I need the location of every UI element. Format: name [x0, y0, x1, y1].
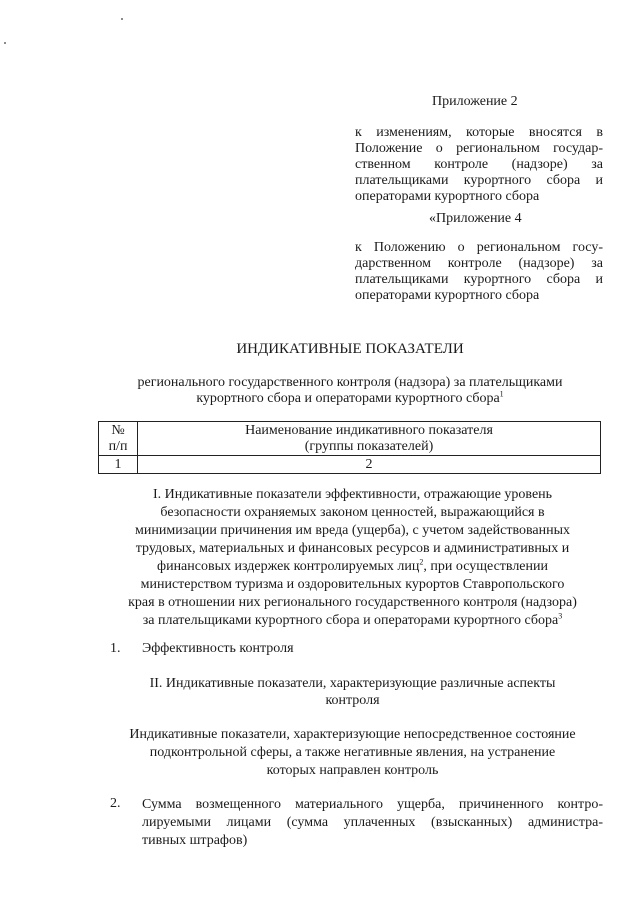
appendix-title: Приложение 2 — [432, 94, 518, 109]
appendix-ref-line: плательщиками курортного сбора и — [355, 173, 603, 188]
section-2-heading — [95, 675, 610, 709]
item-2-line: лируемыми лицами (сумма уплаченных (взысканных) администра- — [142, 815, 603, 830]
header-cell-line: (группы показателей) — [304, 438, 434, 454]
appendix-reference — [355, 125, 603, 205]
scan-speck — [4, 42, 6, 44]
section-line: I. Индикативные показатели эффективности, отражающие уровень — [152, 487, 553, 502]
section-line — [95, 558, 610, 576]
table-row — [99, 422, 601, 456]
document-title: ИНДИКАТИВНЫЕ ПОКАЗАТЕЛИ — [236, 341, 464, 357]
section-1-heading — [95, 486, 610, 630]
footnote-marker: 3 — [558, 611, 563, 621]
section-line: трудовых, материальных и финансовых ресурсов и административных и — [135, 541, 570, 556]
item-2-line: тивных штрафов) — [142, 833, 248, 848]
table-column-number: 1 — [99, 456, 138, 474]
appendix-inner-ref-line: к Положению о региональном госу- — [355, 240, 603, 255]
subsection-line: Индикативные показатели, характеризующие непосредственное состояние — [129, 727, 576, 742]
footnote-marker: 2 — [419, 557, 424, 567]
section-line: края в отношении них регионального государственного контроля (надзора) — [128, 595, 577, 610]
table-column-number: 2 — [138, 456, 601, 474]
item-1-number: 1. — [110, 641, 121, 656]
table-header-cell-number — [99, 422, 138, 456]
item-2-line: Сумма возмещенного материального ущерба, причиненного контро- — [142, 797, 603, 812]
appendix-inner-reference — [355, 240, 603, 304]
appendix-inner-title: «Приложение 4 — [429, 211, 522, 226]
subtitle-line: регионального государственного контроля (надзора) за плательщиками — [137, 375, 563, 390]
appendix-inner-ref-line: плательщиками курортного сбора и — [355, 272, 603, 287]
section-line — [95, 612, 610, 630]
subsection-line: подконтрольной сферы, а также негативные явления, на устранение — [149, 745, 556, 760]
footnote-marker: 1 — [499, 389, 504, 399]
appendix-ref-line: операторами курортного сбора — [355, 189, 540, 204]
table-row — [99, 456, 601, 474]
section-line-text: за плательщиками курортного сбора и операторами курортного сбора — [142, 613, 559, 628]
appendix-ref-line: ственном контроле (надзоре) за — [355, 157, 603, 172]
appendix-ref-line: к изменениям, которые вносятся в — [355, 125, 603, 140]
section-line: министерством туризма и оздоровительных курортов Ставропольского — [140, 577, 565, 592]
section-line: минимизации причинения им вреда (ущерба), с учетом задействованных — [135, 523, 570, 538]
section-line: II. Индикативные показатели, характеризующие различные аспекты — [149, 676, 556, 691]
header-cell-line: п/п — [108, 438, 128, 454]
document-subtitle — [80, 375, 620, 407]
table-header-cell-name — [138, 422, 601, 456]
appendix-inner-ref-line: операторами курортного сбора — [355, 288, 540, 303]
appendix-ref-line: Положение о региональном государ- — [355, 141, 603, 156]
subtitle-line-text: курортного сбора и операторами курортного сбора — [196, 391, 500, 406]
item-2-number: 2. — [110, 796, 121, 811]
section-line-text: финансовых издержек контролируемых лиц — [157, 559, 420, 574]
section-line: безопасности охраняемых законом ценностей, выражающийся в — [160, 505, 545, 520]
subsection-heading — [95, 726, 610, 780]
subtitle-line — [80, 391, 620, 407]
appendix-inner-ref-line: дарственном контроле (надзоре) за — [355, 256, 603, 271]
scan-speck — [121, 18, 123, 20]
item-1-text: Эффективность контроля — [142, 641, 294, 656]
header-cell-line: № — [111, 422, 125, 438]
indicators-header-table — [98, 421, 601, 474]
item-2-text — [142, 796, 603, 850]
subsection-line: которых направлен контроль — [266, 763, 439, 778]
section-line: контроля — [325, 693, 380, 708]
section-line-text: , при осуществлении — [423, 559, 548, 574]
header-cell-line: Наименование индикативного показателя — [245, 422, 493, 438]
